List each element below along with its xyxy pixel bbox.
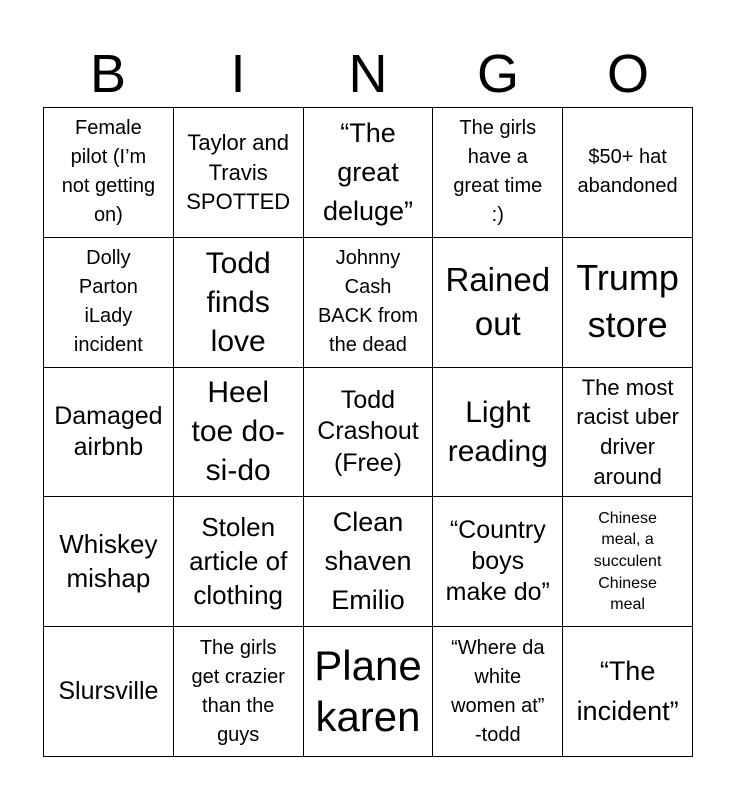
header-letter-i: I [230,44,246,104]
cell-text: Taylor and Travis SPOTTED [186,129,291,215]
cell-text: Todd Crashout (Free) [317,386,419,477]
cell-text: Heel toe do- si-do [191,376,285,488]
cell-text: Whiskey mishap [59,528,158,593]
cell-text: Trump store [576,257,679,346]
bingo-header [43,44,693,104]
bingo-cell[interactable] [174,238,304,368]
cell-text: “The great deluge” [322,117,414,226]
cell-text: Todd finds love [205,246,271,358]
cell-text: Stolen article of clothing [189,512,288,610]
bingo-cell[interactable] [563,368,693,498]
cell-text: Female pilot (I’m not getting on) [61,117,156,227]
cell-text: Dolly Parton iLady incident [73,247,143,357]
bingo-cell[interactable] [174,627,304,757]
cell-text: “The incident” [576,656,679,726]
cell-text: $50+ hat abandoned [577,146,678,198]
header-letter-n: N [348,44,388,104]
cell-text: The girls have a great time :) [453,117,543,227]
bingo-cell[interactable] [304,497,434,627]
bingo-cell[interactable] [433,108,563,238]
cell-text: Johnny Cash BACK from the dead [317,247,418,357]
bingo-cell[interactable] [174,368,304,498]
bingo-cell[interactable] [174,108,304,238]
bingo-cell[interactable] [563,108,693,238]
bingo-cell[interactable] [304,368,434,498]
bingo-cell[interactable] [44,368,174,498]
bingo-cell[interactable] [304,238,434,368]
cell-text: Plane karen [314,642,422,740]
bingo-cell[interactable] [563,238,693,368]
cell-text: The most racist uber driver around [576,374,679,489]
header-letter-g: G [476,44,519,104]
bingo-cell[interactable] [44,497,174,627]
cell-text: “Where da white women at” -todd [451,636,545,746]
bingo-cell[interactable] [433,627,563,757]
bingo-cell[interactable] [174,497,304,627]
bingo-cell[interactable] [563,627,693,757]
cell-text: The girls get crazier than the guys [191,636,285,746]
cell-text: Clean shaven Emilio [324,507,412,616]
bingo-board [43,107,693,757]
cell-text: Slursville [58,676,159,705]
bingo-cell[interactable] [433,368,563,498]
cell-text: Chinese meal, a succulent Chinese meal [593,509,662,614]
bingo-cell[interactable] [44,627,174,757]
bingo-cell[interactable] [563,497,693,627]
bingo-cell[interactable] [44,238,174,368]
header-letter-b: B [89,44,127,104]
cell-text: Light reading [447,395,548,468]
cell-text: Damaged airbnb [54,401,163,461]
bingo-cell[interactable] [44,108,174,238]
bingo-cell[interactable] [304,627,434,757]
cell-text: Rained out [445,260,551,343]
bingo-cell[interactable] [433,497,563,627]
bingo-cell[interactable] [304,108,434,238]
bingo-cell[interactable] [433,238,563,368]
cell-text: “Country boys make do” [445,515,550,607]
header-letter-o: O [606,44,649,104]
